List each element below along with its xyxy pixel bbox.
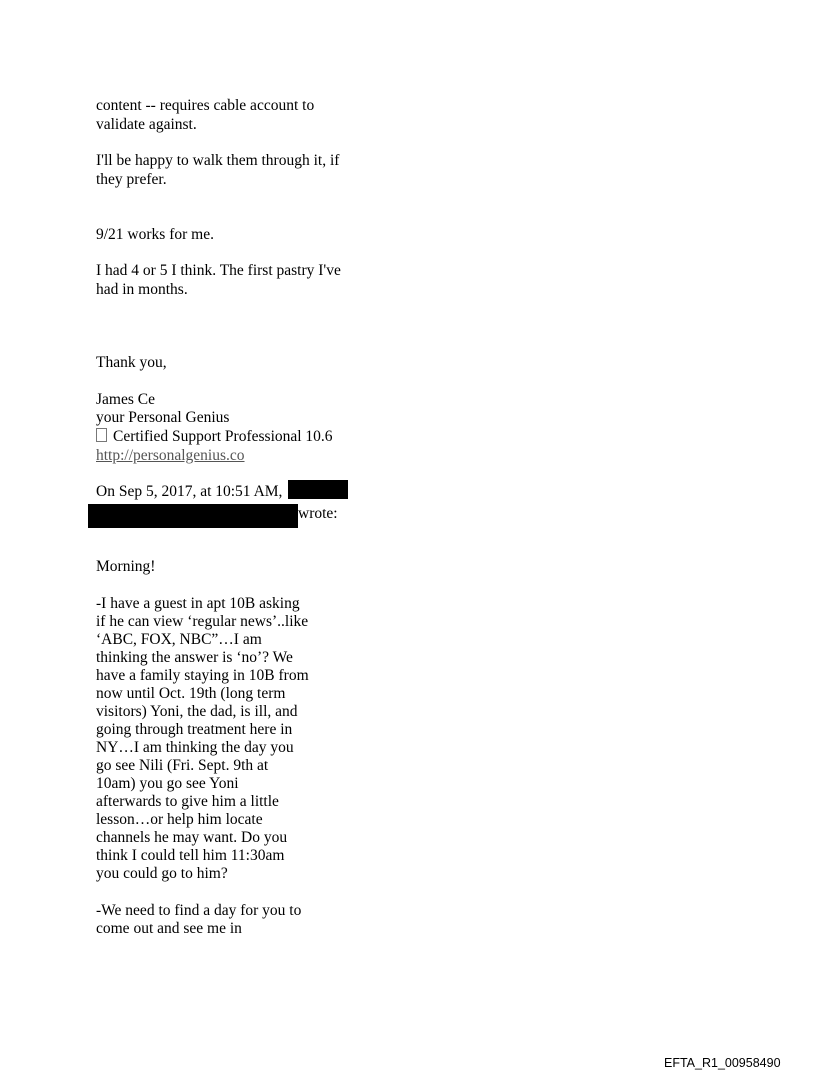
quoted-text-line: NY…I am thinking the day you — [96, 739, 294, 756]
closing-text: Thank you, — [96, 354, 167, 371]
quoted-text-line: come out and see me in — [96, 920, 242, 937]
missing-glyph-icon — [96, 428, 107, 442]
reply-text-line: I had 4 or 5 I think. The first pastry I've — [96, 262, 341, 279]
quoted-text-line: go see Nili (Fri. Sept. 9th at — [96, 757, 269, 774]
quoted-text-line: visitors) Yoni, the dad, is ill, and — [96, 703, 298, 720]
reply-text-line: 9/21 works for me. — [96, 226, 214, 243]
reply-text-line: had in months. — [96, 281, 188, 298]
redaction-box — [88, 504, 298, 528]
quoted-text-line: think I could tell him 11:30am — [96, 847, 285, 864]
signature-name: James Ce — [96, 391, 155, 408]
quoted-greeting: Morning! — [96, 558, 156, 575]
quoted-text-line: going through treatment here in — [96, 721, 293, 738]
quoted-text-line: thinking the answer is ‘no’? We — [96, 649, 293, 666]
document-id: EFTA_R1_00958490 — [664, 1056, 781, 1070]
quoted-text-line: -We need to find a day for you to — [96, 902, 302, 919]
quoted-text-line: 10am) you go see Yoni — [96, 775, 239, 792]
quote-header-date: On Sep 5, 2017, at 10:51 AM, — [96, 483, 283, 500]
quoted-text-line: now until Oct. 19th (long term — [96, 685, 286, 702]
quoted-text-line: channels he may want. Do you — [96, 829, 288, 846]
quoted-text-line: -I have a guest in apt 10B asking — [96, 595, 300, 612]
quoted-text-line: have a family staying in 10B from — [96, 667, 309, 684]
signature-link[interactable]: http://personalgenius.co — [96, 447, 245, 464]
quoted-text-line: you could go to him? — [96, 865, 228, 882]
signature-cert-text: Certified Support Professional 10.6 — [113, 428, 333, 445]
quoted-text-line: if he can view ‘regular news’..like — [96, 613, 309, 630]
reply-text-line: I'll be happy to walk them through it, if — [96, 152, 340, 169]
quoted-text-line: ‘ABC, FOX, NBC”…I am — [96, 631, 262, 648]
reply-text-line: validate against. — [96, 116, 197, 133]
quoted-text-line: afterwards to give him a little — [96, 793, 279, 810]
redaction-box — [288, 480, 348, 499]
reply-text-line: content -- requires cable account to — [96, 97, 315, 114]
quoted-text-line: lesson…or help him locate — [96, 811, 263, 828]
signature-cert — [96, 428, 333, 446]
signature-title: your Personal Genius — [96, 409, 230, 426]
reply-text-line: they prefer. — [96, 171, 167, 188]
quote-header-wrote: wrote: — [298, 505, 338, 522]
